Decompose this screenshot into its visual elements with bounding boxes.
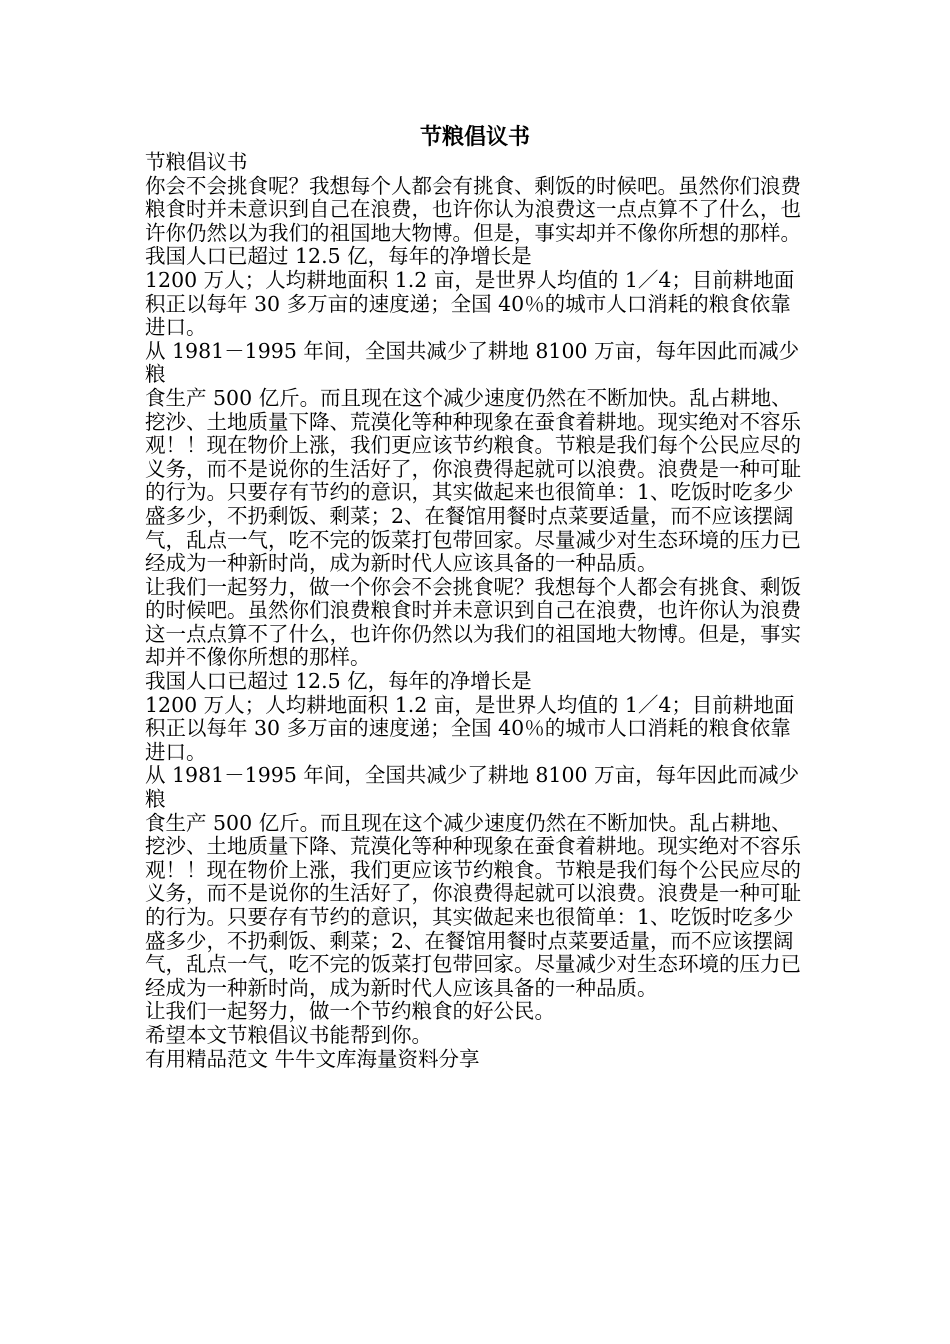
paragraph: 1200 万人；人均耕地面积 1.2 亩，是世界人均值的 1／4；目前耕地面积正以每年 30 多万亩的速度递；全国 40％的城市人口消耗的粮食依靠进口。 [145, 692, 795, 764]
document-body [145, 151, 807, 1071]
paragraph: 从 1981－1995 年间，全国共减少了耕地 8100 万亩，每年因此而减少粮 [145, 338, 800, 387]
paragraph: 让我们一起努力，做一个你会不会挑食呢？我想每个人都会有挑食、剩饭的时候吧。虽然你们浪费粮食时并未意识到自己在浪费，也许你认为浪费这一点点算不了什么，也许你仍然以为我们的祖国地大物博。但是，事实却并不像你所想的那样。 [145, 574, 801, 670]
paragraph: 食生产 500 亿斤。而且现在这个减少速度仍然在不断加快。乱占耕地、挖沙、土地质量下降、荒漠化等种种现象在蚕食着耕地。现实绝对不容乐观！！现在物价上涨，我们更应该节约粮食。节粮是我们每个公民应尽的义务，而不是说你的生活好了，你浪费得起就可以浪费。浪费是一种可耻的行为。只要存有节约的意识，其实做起来也很简单：1、吃饭时吃多少盛多少，不扔剩饭、剩菜；2、在餐馆用餐时点菜要适量，而不应该摆阔气，乱点一气，吃不完的饭菜打包带回家。尽量减少对生态环境的压力已经成为一种新时尚，成为新时代人应该具备的一种品质。 [145, 810, 801, 1000]
paragraph-heading: 节粮倡议书 [145, 150, 248, 174]
paragraph: 我国人口已超过 12.5 亿，每年的净增长是 [145, 669, 532, 694]
paragraph: 你会不会挑食呢？我想每个人都会有挑食、剩饭的时候吧。虽然你们浪费粮食时并未意识到自己在浪费，也许你认为浪费这一点点算不了什么，也许你仍然以为我们的祖国地大物博。但是，事实却并不像你所想的那样。 [145, 173, 801, 245]
paragraph: 希望本文节粮倡议书能帮到你。 [145, 1022, 432, 1047]
paragraph: 我国人口已超过 12.5 亿，每年的净增长是 [145, 244, 532, 269]
document-title: 节粮倡议书 [419, 124, 530, 150]
paragraph: 让我们一起努力，做一个节约粮食的好公民。 [145, 999, 555, 1024]
paragraph: 食生产 500 亿斤。而且现在这个减少速度仍然在不断加快。乱占耕地、挖沙、土地质量下降、荒漠化等种种现象在蚕食着耕地。现实绝对不容乐观！！现在物价上涨，我们更应该节约粮食。节粮是我们每个公民应尽的义务，而不是说你的生活好了，你浪费得起就可以浪费。浪费是一种可耻的行为。只要存有节约的意识，其实做起来也很简单：1、吃饭时吃多少盛多少，不扔剩饭、剩菜；2、在餐馆用餐时点菜要适量，而不应该摆阔气，乱点一气，吃不完的饭菜打包带回家。尽量减少对生态环境的压力已经成为一种新时尚，成为新时代人应该具备的一种品质。 [145, 385, 801, 576]
paragraph: 从 1981－1995 年间，全国共减少了耕地 8100 万亩，每年因此而减少粮 [145, 763, 800, 812]
footer-note: 有用精品范文 牛牛文库海量资料分享 [145, 1046, 480, 1071]
paragraph: 1200 万人；人均耕地面积 1.2 亩，是世界人均值的 1／4；目前耕地面积正以每年 30 多万亩的速度递；全国 40％的城市人口消耗的粮食依靠进口。 [145, 267, 795, 340]
